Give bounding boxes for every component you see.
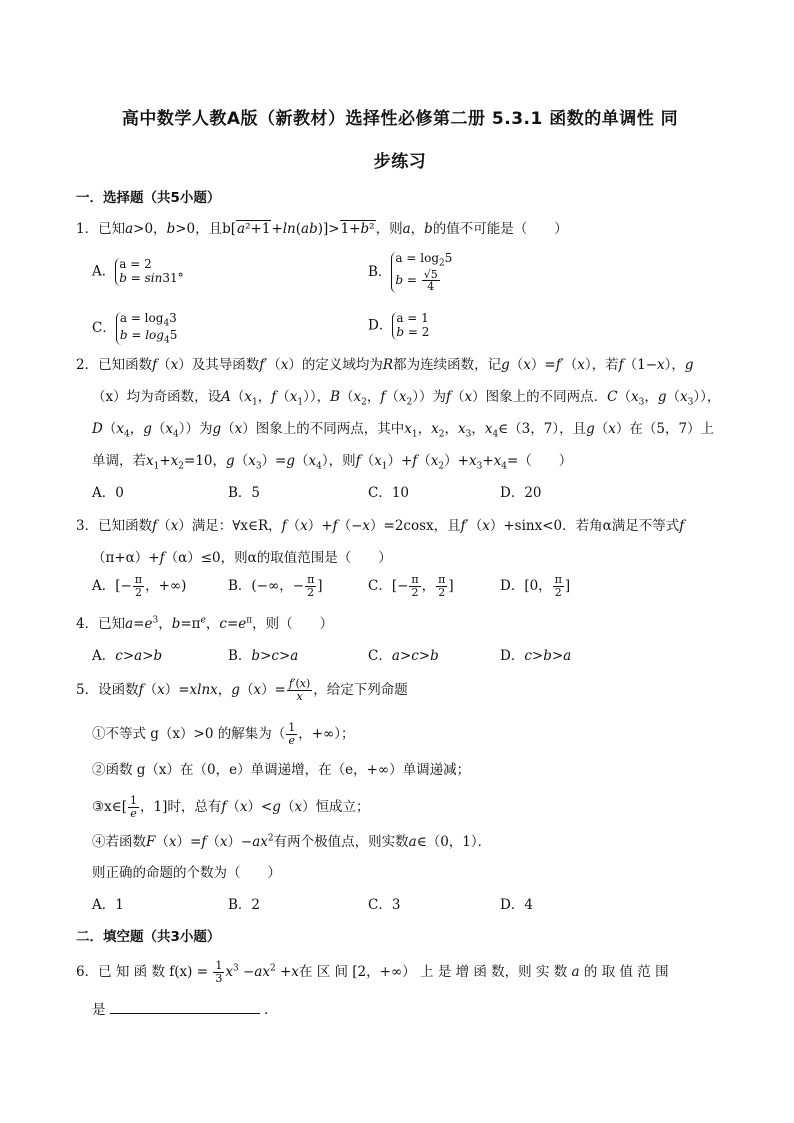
q3-option-c[interactable]: C．[− $\frac{\pi}{2}$ ， $\frac{\pi}{2}$ ] xyxy=(368,573,454,599)
page-title-continued: 步练习 xyxy=(373,152,427,172)
q5-option-c[interactable]: C．3 xyxy=(368,897,401,913)
q2-option-c[interactable]: C．10 xyxy=(368,485,410,501)
q3-option-b[interactable]: B．(−∞，− $\frac{\pi}{2}$ ] xyxy=(228,573,323,599)
section-heading-choice: 一．选择题（共5小题） xyxy=(76,190,221,206)
q4-option-a[interactable]: A．c>a>b xyxy=(92,648,163,664)
section-heading-fill-in: 二．填空题（共3小题） xyxy=(76,929,221,945)
question-1: 1．已知a>0，b>0，且b[a²+1+ln(ab)]>1+b²，则a，b的值不可能是（ ） xyxy=(76,221,568,237)
question-2-line-1: 2．已知函数f（x）及其导函数f′（x）的定义域均为R都为连续函数，记g（x）=f′（x），若f（1−x），g xyxy=(76,357,694,373)
question-2-line-4: 单调，若$x_1+x_2=10$，$g(x_3)=g(x_4)$，则$f(x_1)+f(x_2)+x_3+x_4=$（ ） xyxy=(92,453,573,472)
question-2-line-2: （x）均为奇函数，设$A(x_1$，$f(x_1)$），$B(x_2$，$f(x_2)$）为f（x）图象上的不同两点．$C(x_3$，$g(x_3)$）， xyxy=(92,389,721,408)
question-2-line-3: $D(x_4$，$g(x_4)$）为g（x）图象上的不同两点，其中$x_1$，$x_2$，$x_3$，$x_4\in(3$，7），且g（x）在（5，7）上 xyxy=(92,421,715,440)
q1-option-a[interactable]: A． a = 2 b = sin31° xyxy=(92,257,184,285)
q1-option-c[interactable]: C．$a = \log_43$ $b = \log_45$ xyxy=(92,311,178,346)
q4-option-b[interactable]: B．b>c>a xyxy=(228,648,299,664)
q2-option-b[interactable]: B．5 xyxy=(228,485,261,501)
q4-option-d[interactable]: D．c>b>a xyxy=(500,648,572,664)
q5-proposition-4: ④若函数$F(x)=f(x)-ax^2$有两个极值点，则实数a∈（0，1）． xyxy=(92,833,492,850)
answer-blank[interactable] xyxy=(110,1001,260,1014)
question-4: 4．已知$a=e^3$，$b=\pi^e$，$c=e^\pi$，则（ ） xyxy=(76,615,334,632)
q3-option-d[interactable]: D．[0， $\frac{\pi}{2}$ ] xyxy=(500,573,571,599)
q5-proposition-2: ②函数 g（x）在（0，e）单调递增，在（e，+∞）单调递减； xyxy=(92,762,471,778)
q4-option-c[interactable]: C．a>c>b xyxy=(368,648,439,664)
q5-proposition-1: ①不等式 g（x）>0 的解集为（ $\frac{1}{e}$ ，+∞）； xyxy=(92,721,355,747)
question-6-line-1: 6．已 知 函 数 f(x) = $\frac{1}{3}$ $x^3 -ax^2 +x$在 区 间 [2，+∞） 上 是 增 函 数，则 实 数 a 的 取 值 范 围 xyxy=(76,959,669,985)
question-3-line-2: （π+α）+f（α）≤0，则α的取值范围是（ ） xyxy=(92,550,392,566)
q5-question: 则正确的命题的个数为（ ） xyxy=(92,865,281,881)
page-title: 高中数学人教A版（新教材）选择性必修第二册 5.3.1 函数的单调性 同 xyxy=(121,109,679,129)
q1-option-d[interactable]: D． a = 1 b = 2 xyxy=(368,311,430,339)
q5-option-b[interactable]: B．2 xyxy=(228,897,261,913)
question-3-line-1: 3．已知函数f（x）满足：∀x∈R，f（x）+f（−x）=2cosx，且f′（x）+sinx<0．若角α满足不等式f xyxy=(76,518,685,534)
question-6-line-2: 是 ． xyxy=(92,1002,278,1018)
q2-option-a[interactable]: A．0 xyxy=(92,485,124,501)
q3-option-a[interactable]: A．[− $\frac{\pi}{2}$ ，+∞) xyxy=(92,573,187,599)
question-5: 5．设函数f（x）=xlnx，g（x）= $\frac{f'(x)}{x}$ ，给定下列命题 xyxy=(76,677,408,703)
q5-option-d[interactable]: D．4 xyxy=(500,897,533,913)
q5-option-a[interactable]: A．1 xyxy=(92,897,124,913)
q1-option-b[interactable]: B．$a = \log_25$ b = $\frac{√5}{4}$ xyxy=(368,251,453,294)
q5-proposition-3: ③x∈[ $\frac{1}{e}$ ，1]时，总有f（x）<g（x）恒成立； xyxy=(92,794,370,820)
q2-option-d[interactable]: D．20 xyxy=(500,485,542,501)
